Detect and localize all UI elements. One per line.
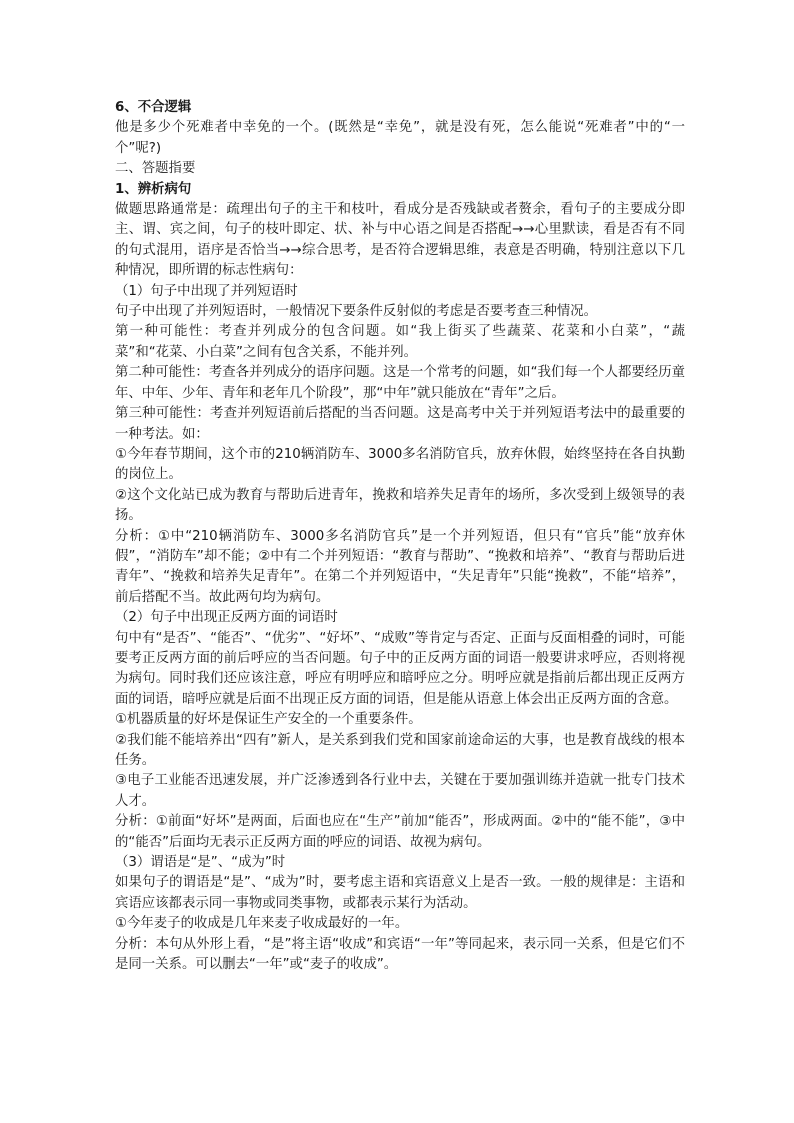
example-sentence: ①今年春节期间，这个市的210辆消防车、3000多名消防官兵，放弃休假，始终坚持在各自执勤的岗位上。 — [115, 446, 685, 483]
subsection-heading: （1）句子中出现了并列短语时 — [115, 283, 298, 299]
section-heading: 二、答题指要 — [115, 161, 196, 177]
paragraph: 句子中出现了并列短语时，一般情况下要条件反射似的考虑是否要考查三种情况。 — [115, 304, 598, 320]
example-sentence: ②这个文化站已成为教育与帮助后进青年，挽救和培养失足青年的场所，多次受到上级领导的表扬。 — [115, 487, 685, 524]
subsection-heading: （2）句子中出现正反两方面的词语时 — [115, 610, 338, 626]
example-sentence: ②我们能不能培养出“四有”新人，是关系到我们党和国家前途命运的大事，也是教育战线的根本任务。 — [115, 732, 685, 768]
example-sentence: ①机器质量的好坏是保证生产安全的一个重要条件。 — [115, 712, 422, 728]
paragraph: 做题思路通常是：疏理出句子的主干和枝叶，看成分是否残缺或者赘余，看句子的主要成分即主、谓、宾之间，句子的枝叶即定、状、补与中心语之间是否搭配→→心里默读，看是否有不同的句式混用，语序是否恰当→→综合思考，是否符合逻辑思维，表意是否明确，特别注意以下几种情况，即所谓的标志性病句： — [115, 202, 685, 279]
example-sentence: ③电子工业能否迅速发展，并广泛渗透到各行业中去，关键在于要加强训练并造就一批专门技术人才。 — [115, 773, 685, 809]
section-heading: 6、不合逻辑 — [115, 100, 192, 115]
paragraph: 第一种可能性：考查并列成分的包含问题。如“我上街买了些蔬菜、花菜和小白菜”，“蔬菜”和“花菜、小白菜”之间有包含关系，不能并列。 — [115, 324, 685, 360]
paragraph: 如果句子的谓语是“是”、“成为”时，要考虑主语和宾语意义上是否一致。一般的规律是：主语和宾语应该都表示同一事物或同类事物，或都表示某行为活动。 — [115, 875, 685, 911]
subsection-heading: （3）谓语是“是”、“成为”时 — [115, 855, 286, 871]
analysis-paragraph: 分析：本句从外形上看，“是”将主语“收成”和宾语“一年”等同起来，表示同一关系，但是它们不是同一关系。可以删去“一年”或“麦子的收成”。 — [115, 936, 685, 973]
paragraph: 第二种可能性：考查各并列成分的语序问题。这是一个常考的问题，如“我们每一个人都要经历童年、中年、少年、青年和老年几个阶段”，那“中年”就只能放在“青年”之后。 — [115, 365, 685, 401]
example-sentence: ①今年麦子的收成是几年来麦子收成最好的一年。 — [115, 916, 409, 932]
analysis-paragraph: 分析：①中“210辆消防车、3000多名消防官兵”是一个并列短语，但只有“官兵”能“放弃休假”，“消防车”却不能；②中有二个并列短语：“教育与帮助”、“挽救和培养”、“教育与帮助后进青年”、“挽救和培养失足青年”。在第二个并列短语中，“失足青年”只能“挽救”，不能“培养”，前后搭配不当。故此两句均为病句。 — [115, 528, 685, 605]
subsection-heading: 1、辨析病句 — [115, 181, 192, 197]
analysis-paragraph: 分析：①前面“好坏”是两面，后面也应在“生产”前加“能否”，形成两面。②中的“能不能”，③中的“能否”后面均无表示正反两方面的呼应的词语、故视为病句。 — [115, 814, 685, 850]
document-page — [115, 98, 685, 975]
paragraph: 第三种可能性：考查并列短语前后搭配的当否问题。这是高考中关于并列短语考法中的最重要的一种考法。如： — [115, 406, 685, 442]
paragraph: 他是多少个死难者中幸免的一个。(既然是“幸免”，就是没有死，怎么能说“死难者”中的“一个”呢?) — [115, 120, 685, 156]
paragraph: 句中有“是否”、“能否”、“优劣”、“好坏”、“成败”等肯定与否定、正面与反面相叠的词时，可能要考正反两方面的前后呼应的当否问题。句子中的正反两方面的词语一般要讲求呼应，否则将视为病句。同时我们还应该注意，呼应有明呼应和暗呼应之分。明呼应就是指前后都出现正反两方面的词语，暗呼应就是后面不出现正反方面的词语，但是能从语意上体会出正反两方面的含意。 — [115, 630, 685, 707]
